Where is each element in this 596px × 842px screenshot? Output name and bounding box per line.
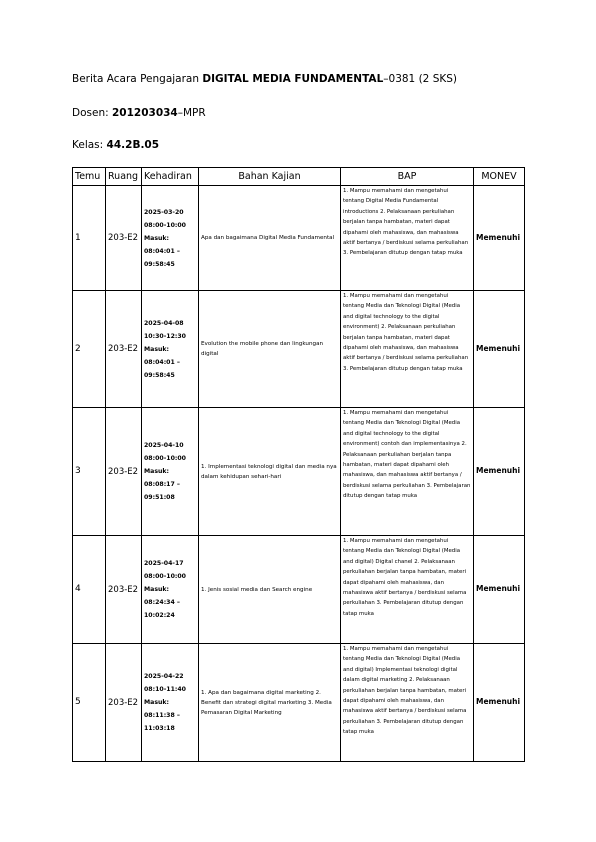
attendance-cell: 2025-04-10 08:00-10:00 Masuk: 08:08:17 – 09:51:08 bbox=[142, 408, 199, 536]
col-header-ruang: Ruang bbox=[106, 168, 142, 186]
table-row bbox=[73, 408, 525, 536]
material-cell: 1. Apa dan bagaimana digital marketing 2. Benefit dan strategi digital marketing 3. Media Pemasaran Digital Marketing bbox=[199, 644, 341, 762]
table-row bbox=[73, 291, 525, 408]
lecturer-line bbox=[72, 107, 206, 119]
class-line bbox=[72, 139, 159, 151]
course-code: –0381 (2 SKS) bbox=[383, 73, 458, 85]
material-cell: Evolution the mobile phone dan lingkungan digital bbox=[199, 291, 341, 408]
table-header-row bbox=[73, 168, 525, 186]
attendance-cell: 2025-03-20 08:00-10:00 Masuk: 08:04:01 – 09:58:45 bbox=[142, 186, 199, 291]
meeting-number: 5 bbox=[73, 644, 106, 762]
attendance-cell: 2025-04-08 10:30-12:30 Masuk: 08:04:01 – 09:58:45 bbox=[142, 291, 199, 408]
document-title bbox=[72, 73, 457, 85]
col-header-bahan-kajian: Bahan Kajian bbox=[199, 168, 341, 186]
meeting-number: 2 bbox=[73, 291, 106, 408]
class-label: Kelas: bbox=[72, 139, 107, 151]
lecturer-code: –MPR bbox=[177, 107, 206, 119]
bap-cell: 1. Mampu memahami dan mengetahui tentang Media dan Teknologi Digital (Media and digital) Digital chanel 2. Pelaksanaan perkuliahan berjalan tanpa hambatan, materi dapat dipahami oleh mahasiswa, dan mahasiswa aktif bertanya / berdiskusi selama perkuliahan 3. Pembelajaran ditutup dengan tatap muka bbox=[341, 536, 474, 644]
title-prefix: Berita Acara Pengajaran bbox=[72, 73, 203, 85]
attendance-cell: 2025-04-22 08:10-11:40 Masuk: 08:11:38 – 11:03:18 bbox=[142, 644, 199, 762]
teaching-record-table bbox=[72, 167, 525, 762]
room-cell: 203-E2 bbox=[106, 644, 142, 762]
bap-cell: 1. Mampu memahami dan mengetahui tentang Media dan Teknologi Digital (Media and digital technology to the digital environment) contoh dan implementasinya 2. Pelaksanaan perkuliahan berjalan tanpa hambatan, materi dapat dipahami oleh mahasiswa, dan mahasiswa aktif bertanya / berdiskusi selama perkuliahan 3. Pembelajaran ditutup dengan tatap muka bbox=[341, 408, 474, 536]
room-cell: 203-E2 bbox=[106, 408, 142, 536]
course-name: DIGITAL MEDIA FUNDAMENTAL bbox=[202, 73, 384, 85]
monev-cell: Memenuhi bbox=[474, 536, 525, 644]
col-header-bap: BAP bbox=[341, 168, 474, 186]
lecturer-label: Dosen: bbox=[72, 107, 112, 119]
meeting-number: 4 bbox=[73, 536, 106, 644]
table-row bbox=[73, 536, 525, 644]
bap-cell: 1. Mampu memahami dan mengetahui tentang Media dan Teknologi Digital (Media and digital technology to the digital environment) 2. Pelaksanaan perkuliahan berjalan tanpa hambatan, materi dapat dipahami oleh mahasiswa, dan mahasiswa aktif bertanya / berdiskusi selama perkuliahan 3. Pembelajaran ditutup dengan tatap muka bbox=[341, 291, 474, 408]
class-value: 44.2B.05 bbox=[106, 139, 160, 151]
monev-cell: Memenuhi bbox=[474, 644, 525, 762]
col-header-kehadiran: Kehadiran bbox=[142, 168, 199, 186]
room-cell: 203-E2 bbox=[106, 291, 142, 408]
monev-cell: Memenuhi bbox=[474, 291, 525, 408]
table-row bbox=[73, 186, 525, 291]
meeting-number: 1 bbox=[73, 186, 106, 291]
bap-cell: 1. Mampu memahami dan mengetahui tentang Digital Media Fundamental introductions 2. Pelaksanaan perkuliahan berjalan tanpa hambatan, materi dapat dipahami oleh mahasiswa, dan mahasiswa aktif bertanya / berdiskusi selama perkuliahan 3. Pembelajaran ditutup dengan tatap muka bbox=[341, 186, 474, 291]
attendance-cell: 2025-04-17 08:00-10:00 Masuk: 08:24:34 – 10:02:24 bbox=[142, 536, 199, 644]
meeting-number: 3 bbox=[73, 408, 106, 536]
lecturer-id: 201203034 bbox=[111, 107, 178, 119]
material-cell: Apa dan bagaimana Digital Media Fundamental bbox=[199, 186, 341, 291]
room-cell: 203-E2 bbox=[106, 536, 142, 644]
material-cell: 1. Implementasi teknologi digital dan media nya dalam kehidupan sehari-hari bbox=[199, 408, 341, 536]
monev-cell: Memenuhi bbox=[474, 186, 525, 291]
col-header-temu: Temu bbox=[73, 168, 106, 186]
table-row bbox=[73, 644, 525, 762]
material-cell: 1. Jenis sosial media dan Search engine bbox=[199, 536, 341, 644]
bap-cell: 1. Mampu memahami dan mengetahui tentang Media dan Teknologi Digital (Media and digital) Implementasi teknologi digital dalam digital marketing 2. Pelaksanaan perkuliahan berjalan tanpa hambatan, materi dapat dipahami oleh mahasiswa, dan mahasiswa aktif bertanya / berdiskusi selama perkuliahan 3. Pembelajaran ditutup dengan tatap muka bbox=[341, 644, 474, 762]
monev-cell: Memenuhi bbox=[474, 408, 525, 536]
col-header-monev: MONEV bbox=[474, 168, 525, 186]
room-cell: 203-E2 bbox=[106, 186, 142, 291]
